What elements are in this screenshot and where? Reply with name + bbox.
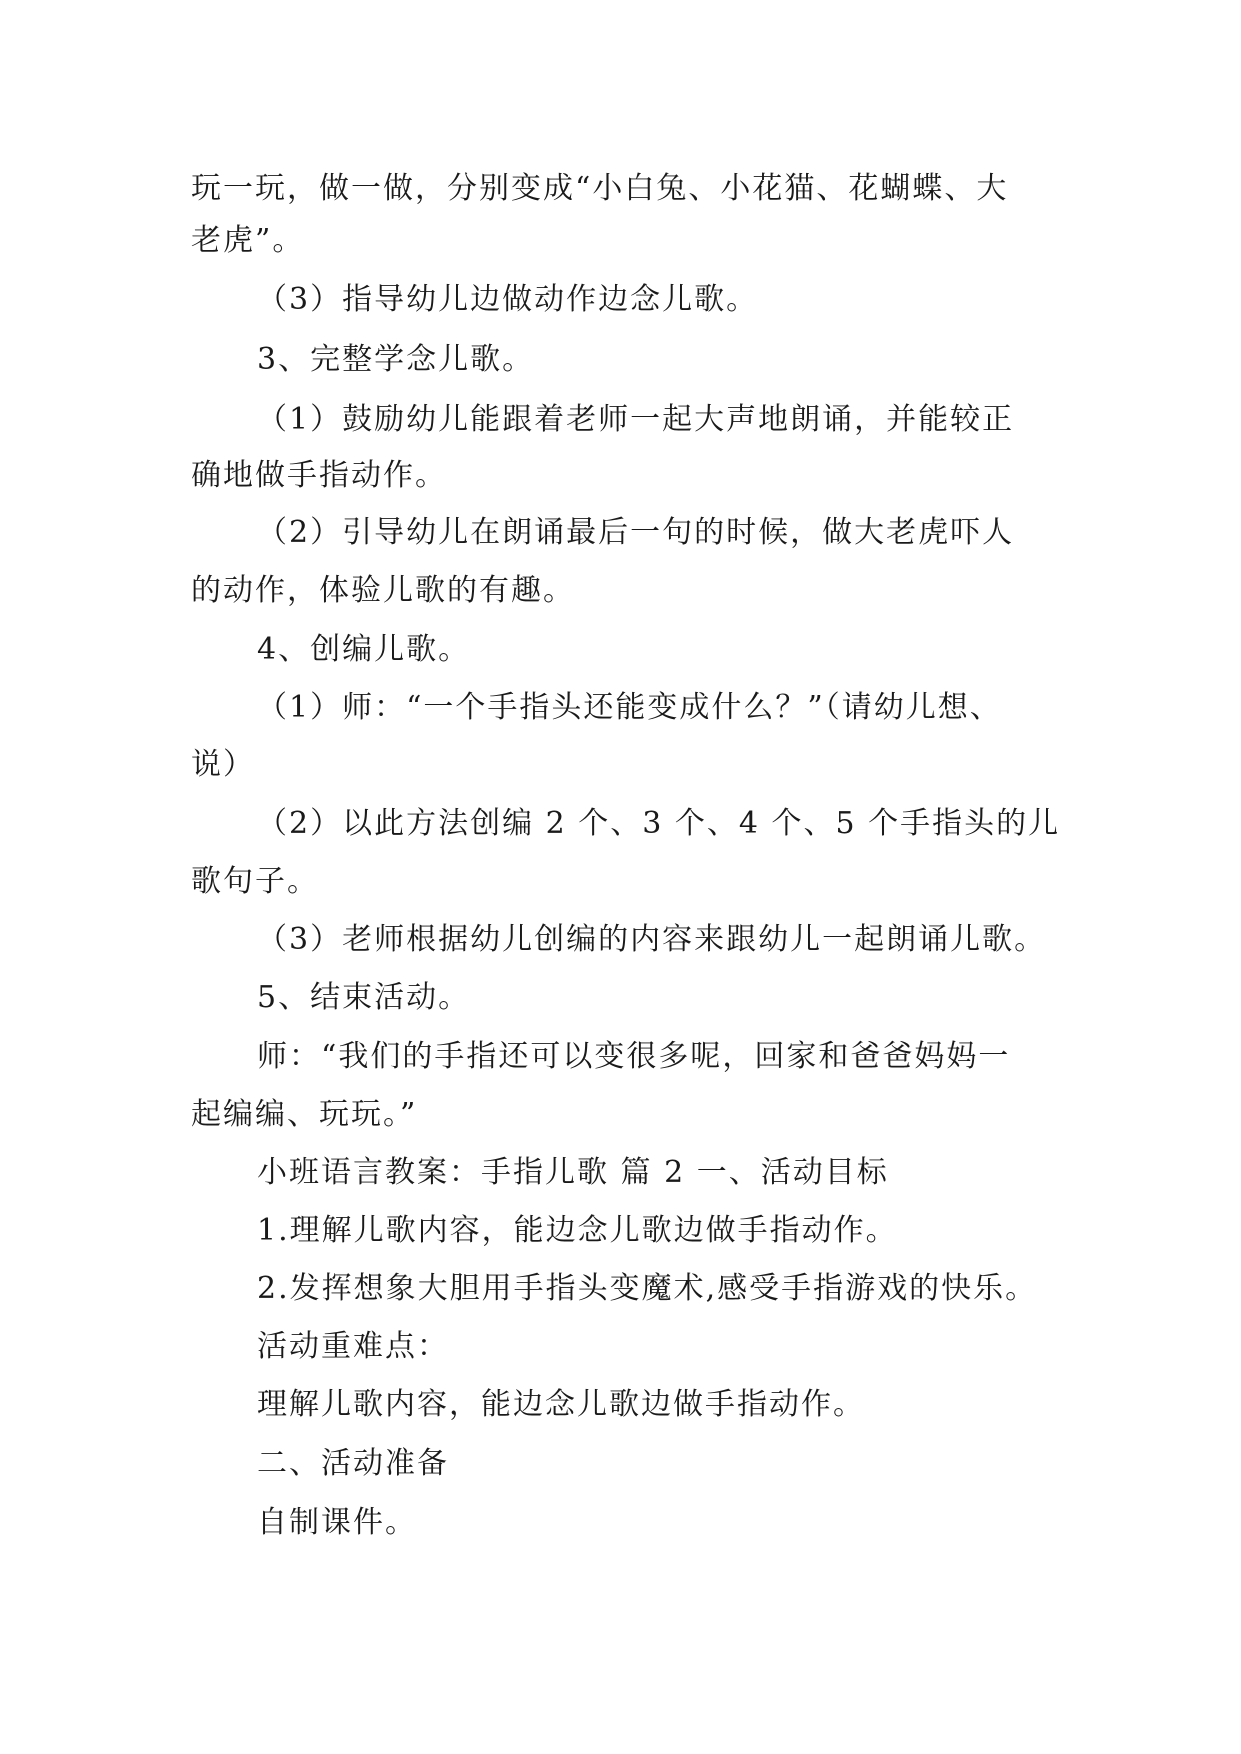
text-line: 1.理解儿歌内容，能边念儿歌边做手指动作。 (257, 1213, 898, 1248)
text-line: （2）引导幼儿在朗诵最后一句的时候，做大老虎吓人 (257, 515, 1015, 550)
text-line: 师：“我们的手指还可以变很多呢，回家和爸爸妈妈一 (257, 1039, 1011, 1074)
section-heading: 小班语言教案：手指儿歌 篇 2 一、活动目标 (257, 1155, 889, 1190)
text-line: （1）师：“一个手指头还能变成什么？”（请幼儿想、 (257, 690, 1002, 725)
text-line: 3、完整学念儿歌。 (257, 342, 535, 377)
text-line: 二、活动准备 (257, 1446, 449, 1481)
text-line: 活动重难点： (257, 1329, 449, 1364)
text-line: 歌句子。 (191, 864, 319, 899)
text-line: （1）鼓励幼儿能跟着老师一起大声地朗诵，并能较正 (257, 402, 1015, 437)
text-line: （2）以此方法创编 2 个、3 个、4 个、5 个手指头的儿 (257, 806, 1061, 841)
text-line: 4、创编儿歌。 (257, 632, 471, 667)
text-line: （3）老师根据幼儿创编的内容来跟幼儿一起朗诵儿歌。 (257, 922, 1047, 957)
text-line: 自制课件。 (257, 1505, 417, 1540)
text-line: 说） (191, 747, 255, 782)
text-line: （3）指导幼儿边做动作边念儿歌。 (257, 282, 759, 317)
text-line: 5、结束活动。 (257, 980, 471, 1015)
text-line: 确地做手指动作。 (191, 458, 447, 493)
text-line: 起编编、玩玩。” (191, 1097, 418, 1132)
text-line: 的动作，体验儿歌的有趣。 (191, 573, 575, 608)
text-line: 玩一玩，做一做，分别变成“小白兔、小花猫、花蝴蝶、大 (191, 171, 1009, 206)
text-line: 老虎”。 (191, 223, 305, 258)
text-line: 2.发挥想象大胆用手指头变魔术,感受手指游戏的快乐。 (257, 1271, 1038, 1306)
text-line: 理解儿歌内容，能边念儿歌边做手指动作。 (257, 1387, 865, 1422)
